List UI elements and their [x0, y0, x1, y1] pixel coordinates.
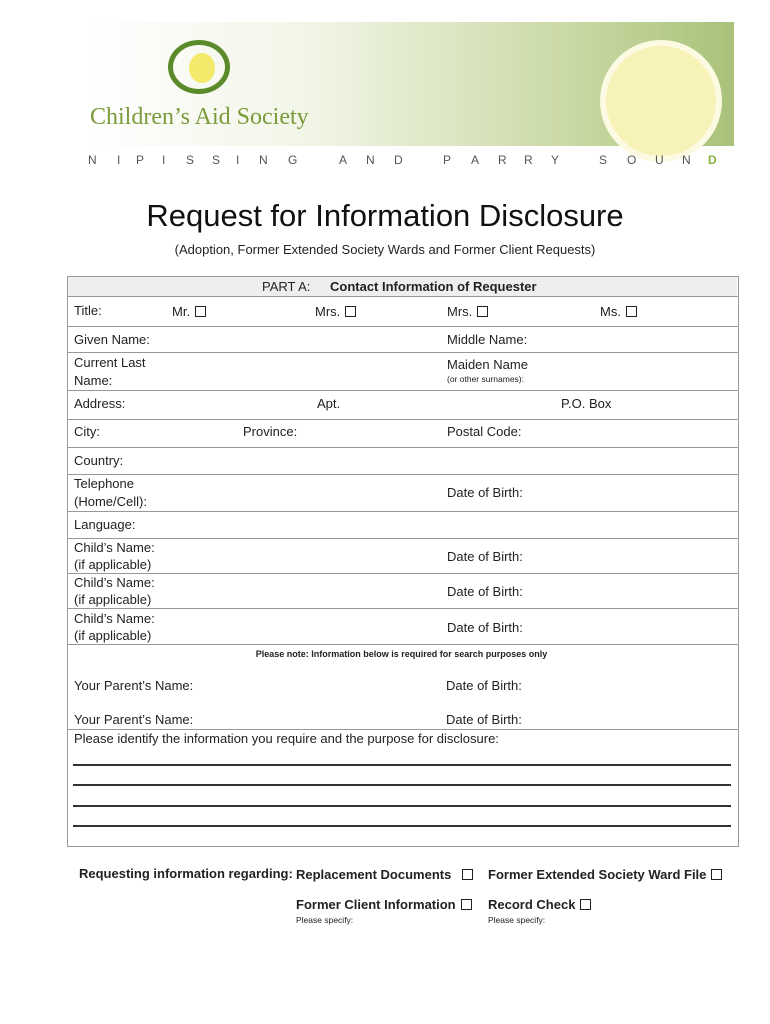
option-replacement-documents[interactable]: Replacement Documents: [296, 866, 473, 883]
search-note: Please note: Information below is required for search purposes only: [255, 649, 548, 659]
region-letter: P: [136, 153, 145, 167]
dob-label: Date of Birth:: [447, 584, 523, 599]
if-applicable-label: (if applicable): [74, 557, 152, 572]
if-applicable-label: (if applicable): [74, 628, 152, 643]
language-label: Language:: [74, 517, 136, 532]
region-letter: N: [682, 153, 691, 167]
if-applicable-label: (if applicable): [74, 592, 152, 607]
region-letter: I: [117, 153, 121, 167]
please-specify-label: Please specify:: [296, 915, 354, 925]
region-letter: S: [599, 153, 608, 167]
purpose-line[interactable]: [73, 825, 731, 827]
please-specify-label: Please specify:: [488, 915, 546, 925]
dob-label: Date of Birth:: [447, 620, 523, 635]
region-letter: A: [339, 153, 348, 167]
current-last-name-label: Current Last: [74, 355, 146, 370]
option-record-check[interactable]: Record Check: [488, 896, 591, 913]
dob-label: Date of Birth:: [446, 678, 522, 693]
child-name-label: Child’s Name:: [74, 540, 155, 555]
dob-label: Date of Birth:: [447, 549, 523, 564]
part-title: Contact Information of Requester: [330, 279, 537, 294]
purpose-line[interactable]: [73, 784, 731, 786]
region-letter: Y: [551, 153, 560, 167]
logo-icon: [168, 40, 230, 94]
page-title: Request for Information Disclosure: [146, 198, 624, 233]
given-name-label: Given Name:: [74, 332, 150, 347]
apt-label: Apt.: [317, 396, 341, 411]
maiden-name-note: (or other surnames):: [447, 374, 524, 384]
parent-name-label: Your Parent’s Name:: [74, 678, 194, 693]
po-box-label: P.O. Box: [561, 396, 612, 411]
region-letter: R: [524, 153, 533, 167]
region-letter: D: [394, 153, 403, 167]
current-last-name-label-2: Name:: [74, 373, 113, 388]
region-letter: R: [498, 153, 507, 167]
banner-circle-graphic: [600, 40, 722, 162]
telephone-label: Telephone: [74, 476, 134, 491]
checkbox-icon[interactable]: [195, 306, 206, 317]
telephone-label-2: (Home/Cell):: [74, 494, 147, 509]
identify-label: Please identify the information you require and the purpose for disclosure:: [74, 731, 499, 746]
region-letter: O: [627, 153, 637, 167]
country-label: Country:: [74, 453, 124, 468]
region-letter: I: [162, 153, 166, 167]
title-option-mrs[interactable]: Mrs.: [315, 303, 356, 320]
postal-code-label: Postal Code:: [447, 424, 522, 439]
title-label: Title:: [74, 303, 102, 318]
page-subtitle: (Adoption, Former Extended Society Wards and Former Client Requests): [174, 242, 596, 257]
checkbox-icon[interactable]: [580, 899, 591, 910]
checkbox-icon[interactable]: [345, 306, 356, 317]
checkbox-icon[interactable]: [461, 899, 472, 910]
option-former-ward-file[interactable]: Former Extended Society Ward File: [488, 866, 722, 883]
city-label: City:: [74, 424, 100, 439]
checkbox-icon[interactable]: [462, 869, 473, 880]
dob-label: Date of Birth:: [447, 485, 523, 500]
region-letter: U: [655, 153, 664, 167]
region-letter: P: [443, 153, 452, 167]
part-label: PART A:: [262, 279, 311, 294]
region-letter: S: [212, 153, 221, 167]
title-option-ms[interactable]: Ms.: [600, 303, 637, 320]
org-name: Children’s Aid Society: [90, 104, 309, 130]
region-letter: N: [259, 153, 268, 167]
province-label: Province:: [243, 424, 298, 439]
middle-name-label: Middle Name:: [447, 332, 528, 347]
address-label: Address:: [74, 396, 126, 411]
maiden-name-label: Maiden Name: [447, 357, 528, 372]
checkbox-icon[interactable]: [626, 306, 637, 317]
purpose-line[interactable]: [73, 805, 731, 807]
region-letter: S: [186, 153, 195, 167]
region-letter: I: [236, 153, 240, 167]
requesting-label: Requesting information regarding:: [79, 866, 293, 881]
checkbox-icon[interactable]: [711, 869, 722, 880]
region-letter: G: [288, 153, 298, 167]
option-former-client-info[interactable]: Former Client Information: [296, 896, 472, 913]
parent-name-label: Your Parent’s Name:: [74, 712, 194, 727]
contact-form: [67, 276, 739, 847]
dob-label: Date of Birth:: [446, 712, 522, 727]
child-name-label: Child’s Name:: [74, 575, 155, 590]
region-letter: N: [88, 153, 97, 167]
child-name-label: Child’s Name:: [74, 611, 155, 626]
purpose-line[interactable]: [73, 764, 731, 766]
title-option-mr[interactable]: Mr.: [172, 303, 206, 320]
title-option-mrs-2[interactable]: Mrs.: [447, 303, 488, 320]
region-letter: A: [471, 153, 480, 167]
checkbox-icon[interactable]: [477, 306, 488, 317]
region-letter: N: [366, 153, 375, 167]
region-letter: D: [708, 153, 717, 167]
